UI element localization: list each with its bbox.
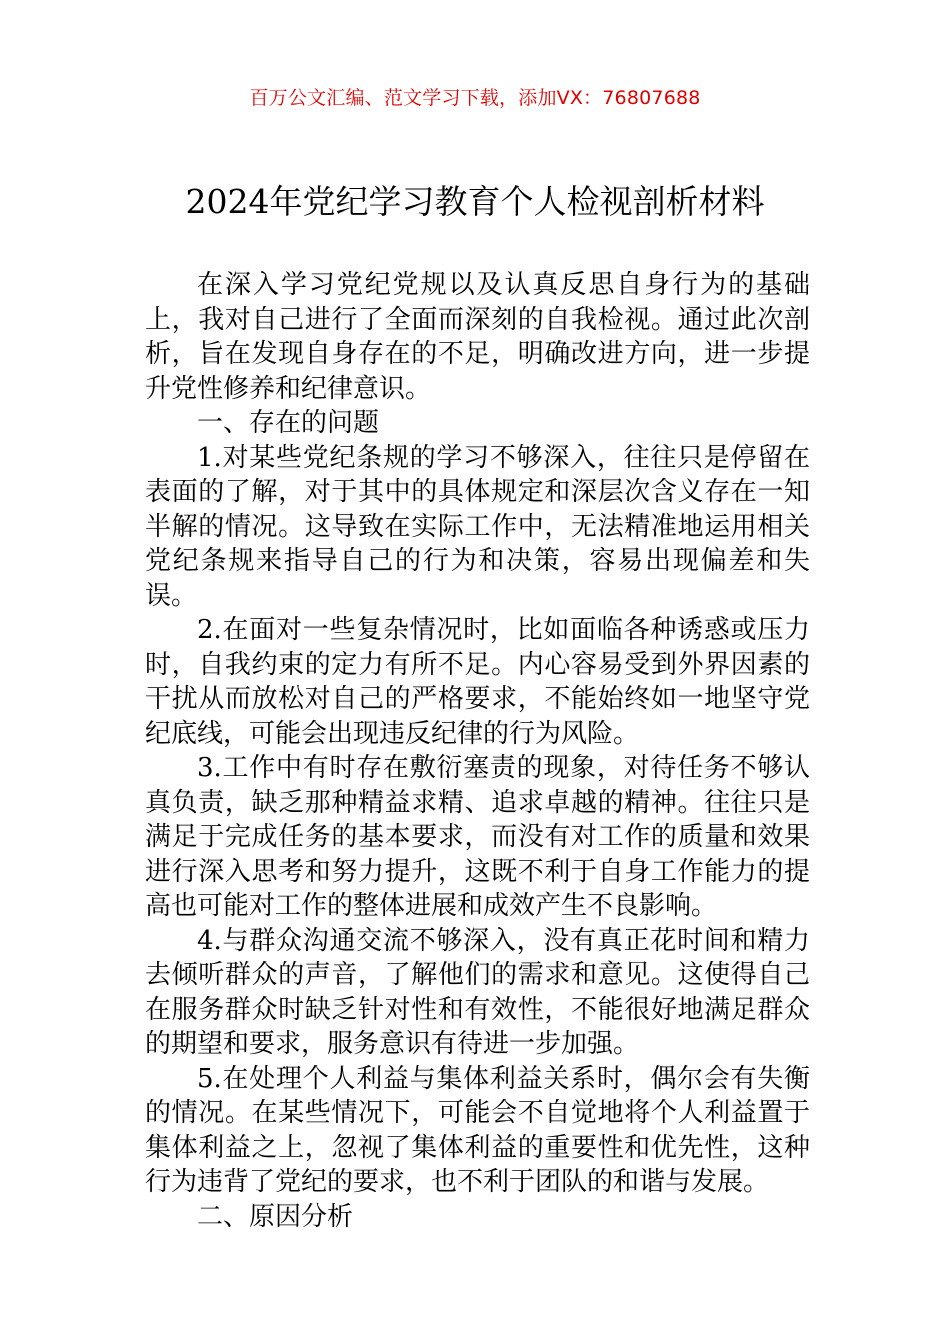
intro-paragraph: 在深入学习党纪党规以及认真反思自身行为的基础上，我对自己进行了全面而深刻的自我检视。通过此次剖析，旨在发现自身存在的不足，明确改进方向，进一步提升党性修养和纪律意识。	[145, 270, 810, 404]
problem-item-4: 4.与群众沟通交流不够深入，没有真正花时间和精力去倾听群众的声音，了解他们的需求和意见。这使得自己在服务群众时缺乏针对性和有效性，不能很好地满足群众的期望和要求，服务意识有待进一步加强。	[145, 925, 810, 1059]
problem-item-3: 3.工作中有时存在敷衍塞责的现象，对待任务不够认真负责，缺乏那种精益求精、追求卓越的精神。往往只是满足于完成任务的基本要求，而没有对工作的质量和效果进行深入思考和努力提升，这既不利于自身工作能力的提高也可能对工作的整体进展和成效产生不良影响。	[145, 753, 810, 921]
problem-item-5: 5.在处理个人利益与集体利益关系时，偶尔会有失衡的情况。在某些情况下，可能会不自觉地将个人利益置于集体利益之上，忽视了集体利益的重要性和优先性，这种行为违背了党纪的要求，也不利于团队的和谐与发展。	[145, 1063, 810, 1197]
header-note: 百万公文汇编、范文学习下载，添加VX：76807688	[249, 87, 701, 109]
problem-item-2: 2.在面对一些复杂情况时，比如面临各种诱惑或压力时，自我约束的定力有所不足。内心容易受到外界因素的干扰从而放松对自己的严格要求，不能始终如一地坚守党纪底线，可能会出现违反纪律的行为风险。	[145, 615, 810, 749]
section-heading-problems: 一、存在的问题	[197, 408, 380, 438]
problem-item-1: 1.对某些党纪条规的学习不够深入，往往只是停留在表面的了解，对于其中的具体规定和深层次含义存在一知半解的情况。这导致在实际工作中，无法精准地运用相关党纪条规来指导自己的行为和决策，容易出现偏差和失误。	[145, 442, 810, 611]
section-heading-causes: 二、原因分析	[197, 1201, 354, 1232]
document-title: 2024年党纪学习教育个人检视剖析材料	[185, 182, 765, 221]
document-body	[145, 268, 810, 1234]
